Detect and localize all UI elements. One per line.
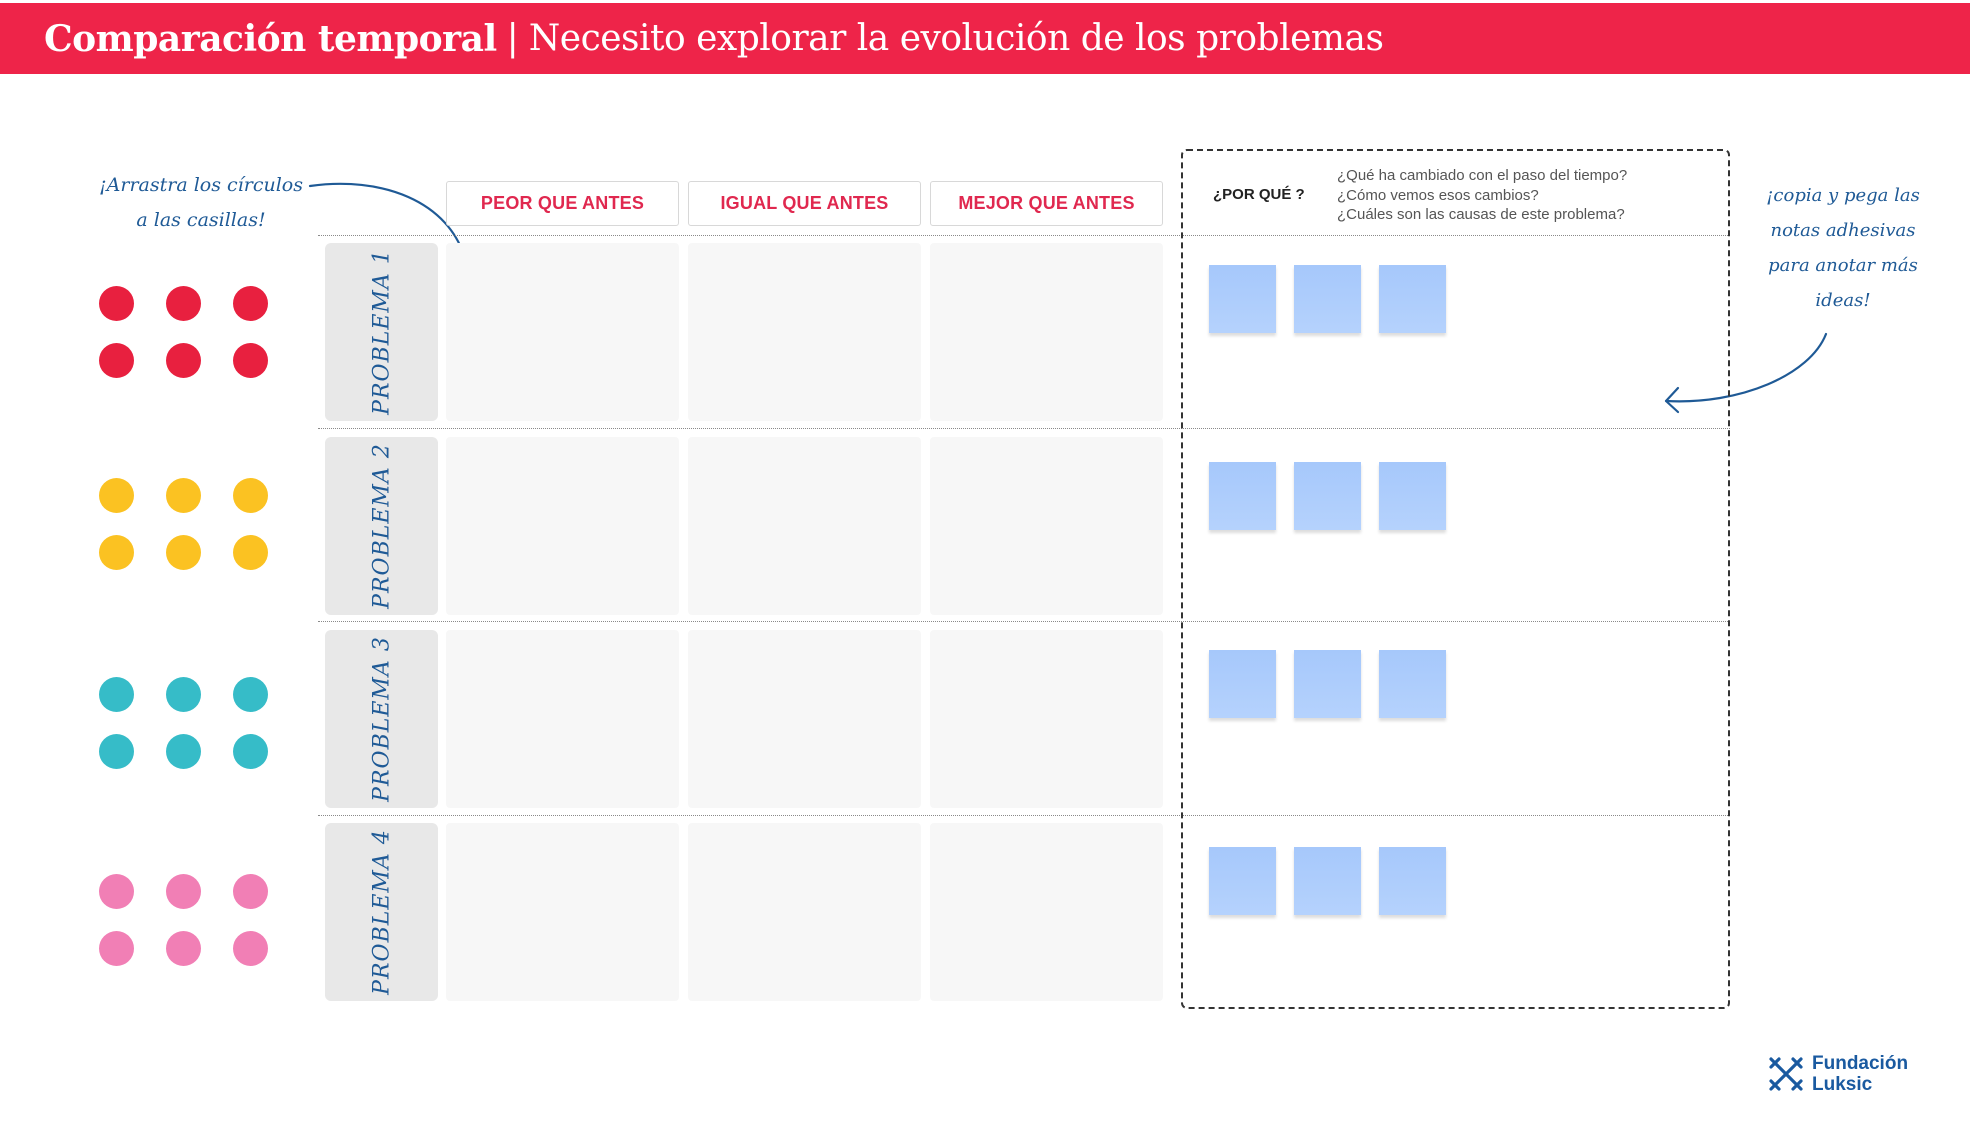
logo-line-2: Luksic <box>1812 1074 1873 1095</box>
cell-problem-2-worse[interactable] <box>446 437 679 615</box>
dot-group-red <box>99 286 268 378</box>
title-separator: | <box>506 18 519 59</box>
drag-circle-yellow[interactable] <box>233 535 268 570</box>
title-subtitle: Necesito explorar la evolución de los problemas <box>528 18 1384 59</box>
cell-problem-1-worse[interactable] <box>446 243 679 421</box>
cell-problem-4-worse[interactable] <box>446 823 679 1001</box>
row-label-problem-1 <box>325 243 438 421</box>
drag-circles-note: ¡Arrastra los círculos a las casillas! <box>99 174 303 231</box>
cell-problem-3-better[interactable] <box>930 630 1163 808</box>
dot-group-pink <box>99 874 268 966</box>
cell-problem-3-same[interactable] <box>688 630 921 808</box>
drag-circle-yellow[interactable] <box>166 478 201 513</box>
drag-circle-yellow[interactable] <box>99 478 134 513</box>
column-header-better: MEJOR QUE ANTES <box>930 181 1163 226</box>
drag-circle-teal[interactable] <box>233 734 268 769</box>
title-main: Comparación temporal <box>44 17 497 60</box>
row-label-problem-4 <box>325 823 438 1001</box>
fundacion-luksic-logo <box>1768 1053 1908 1095</box>
header-bar <box>0 3 1970 74</box>
copy-stickies-note: ¡copia y pega las notas adhesivas para anotar más ideas! <box>1766 185 1920 311</box>
dot-group-teal <box>99 677 268 769</box>
drag-circle-teal[interactable] <box>233 677 268 712</box>
why-question: ¿Cómo vemos esos cambios? <box>1337 186 1539 204</box>
row-label-problem-3 <box>325 630 438 808</box>
why-question: ¿Qué ha cambiado con el paso del tiempo? <box>1337 167 1628 184</box>
why-questions <box>1337 166 1627 225</box>
drag-circle-teal[interactable] <box>99 677 134 712</box>
drag-circle-pink[interactable] <box>99 874 134 909</box>
drag-circle-yellow[interactable] <box>233 478 268 513</box>
logo-line-1: Fundación <box>1812 1053 1909 1074</box>
row-label-text: PROBLEMA 3 <box>369 636 394 802</box>
drag-circle-red[interactable] <box>166 286 201 321</box>
cell-problem-2-better[interactable] <box>930 437 1163 615</box>
dot-group-yellow <box>99 478 268 570</box>
cell-problem-4-same[interactable] <box>688 823 921 1001</box>
sticky-note[interactable] <box>1294 650 1361 718</box>
drag-circle-teal[interactable] <box>166 734 201 769</box>
sticky-note[interactable] <box>1294 847 1361 915</box>
row-label-text: PROBLEMA 2 <box>369 443 394 609</box>
drag-circle-pink[interactable] <box>233 874 268 909</box>
drag-circle-yellow[interactable] <box>166 535 201 570</box>
row-label-problem-2 <box>325 437 438 615</box>
cell-problem-1-better[interactable] <box>930 243 1163 421</box>
drag-circle-pink[interactable] <box>166 931 201 966</box>
column-header-worse: PEOR QUE ANTES <box>446 181 679 226</box>
row-label-text: PROBLEMA 1 <box>369 249 394 415</box>
sticky-note[interactable] <box>1379 265 1446 333</box>
cell-problem-4-better[interactable] <box>930 823 1163 1001</box>
sticky-note[interactable] <box>1209 847 1276 915</box>
sticky-note[interactable] <box>1209 650 1276 718</box>
why-question: ¿Cuáles son las causas de este problema? <box>1337 206 1625 223</box>
drag-circle-yellow[interactable] <box>99 535 134 570</box>
sticky-note[interactable] <box>1209 265 1276 333</box>
sticky-note[interactable] <box>1294 265 1361 333</box>
why-label: ¿POR QUÉ ? <box>1213 186 1305 203</box>
sticky-note[interactable] <box>1379 462 1446 530</box>
cell-problem-3-worse[interactable] <box>446 630 679 808</box>
row-label-text: PROBLEMA 4 <box>369 829 394 995</box>
drag-circle-red[interactable] <box>166 343 201 378</box>
drag-circle-teal[interactable] <box>166 677 201 712</box>
column-header-same: IGUAL QUE ANTES <box>688 181 921 226</box>
drag-circle-pink[interactable] <box>166 874 201 909</box>
drag-circle-red[interactable] <box>233 286 268 321</box>
drag-circle-red[interactable] <box>99 286 134 321</box>
sticky-note[interactable] <box>1294 462 1361 530</box>
cell-problem-2-same[interactable] <box>688 437 921 615</box>
sticky-note[interactable] <box>1209 462 1276 530</box>
sticky-note[interactable] <box>1379 847 1446 915</box>
luksic-logo-icon <box>1768 1056 1804 1092</box>
logo-text <box>1812 1053 1908 1095</box>
drag-circle-teal[interactable] <box>99 734 134 769</box>
drag-circle-pink[interactable] <box>233 931 268 966</box>
drag-circle-red[interactable] <box>233 343 268 378</box>
drag-circle-pink[interactable] <box>99 931 134 966</box>
sticky-note[interactable] <box>1379 650 1446 718</box>
cell-problem-1-same[interactable] <box>688 243 921 421</box>
drag-circle-red[interactable] <box>99 343 134 378</box>
